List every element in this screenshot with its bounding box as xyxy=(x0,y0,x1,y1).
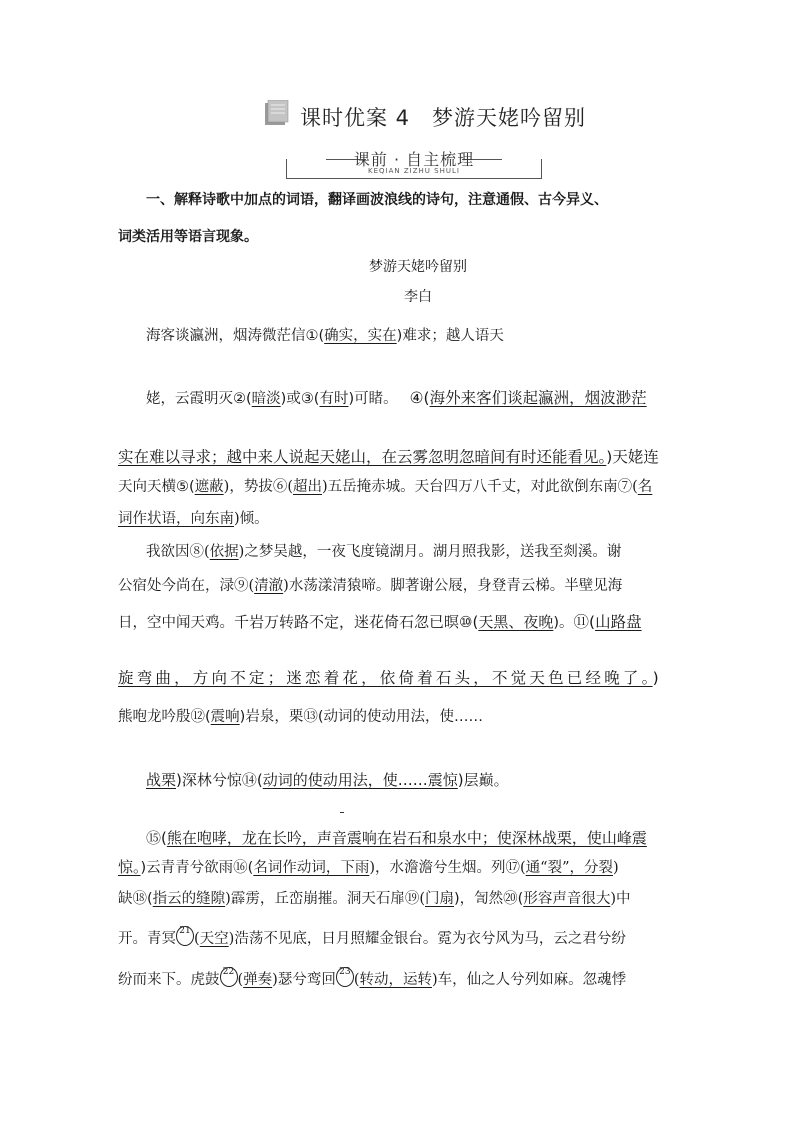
text: 开。青冥 xyxy=(118,931,176,947)
text-line xyxy=(118,966,684,995)
text-line xyxy=(146,322,712,351)
text: ⑪( xyxy=(573,613,596,631)
text: 天向天横⑤( xyxy=(118,479,195,495)
annotation: 门扇 xyxy=(425,891,454,907)
text: )之梦吴越，一夜飞度镜湖月。湖月照我影，送我至剡溪。谢 xyxy=(238,544,622,560)
divider xyxy=(286,178,542,179)
annotation: 名 xyxy=(637,479,653,495)
text-line xyxy=(146,384,712,414)
annotation: 词作状语，向东南 xyxy=(118,511,234,527)
annotation: 天空 xyxy=(199,931,229,947)
text-line xyxy=(118,925,684,954)
section-label: 课前 · 自主梳理 xyxy=(353,150,475,169)
annotation: 天黑、夜晚 xyxy=(478,613,554,631)
text-line xyxy=(118,572,684,601)
annotation: 名词作动词，下雨 xyxy=(253,860,370,876)
annotation: 弹奏 xyxy=(243,972,273,988)
text: )，訇然⑳( xyxy=(454,891,524,907)
annotation: 转动，运转 xyxy=(359,972,433,988)
text: )车，仙之人兮列如麻。忽魂悸 xyxy=(432,972,627,988)
text-line xyxy=(118,473,684,502)
page-header xyxy=(262,96,592,136)
annotation: 战栗 xyxy=(146,771,177,789)
note-number: 21 xyxy=(176,926,194,946)
poem-title: 梦游天姥吟留别 xyxy=(369,259,467,275)
text: )深林兮惊⑭( xyxy=(176,771,263,789)
text: 姥，云霞明灭②( xyxy=(146,391,252,407)
text: ) xyxy=(613,860,619,876)
text-line xyxy=(118,505,684,534)
text-line xyxy=(118,853,684,883)
text-line xyxy=(118,443,684,473)
text: )倾。 xyxy=(234,511,269,527)
text: )，水澹澹兮生烟。列⑰( xyxy=(369,860,526,876)
text: )五岳掩赤城。天台四万八千丈，对此欲倒东南⑦( xyxy=(321,479,638,495)
note-number: 23 xyxy=(336,967,354,987)
text: ) xyxy=(652,669,659,687)
annotation: 通“裂”，分裂 xyxy=(525,860,613,876)
annotation: 指云的缝隙 xyxy=(152,891,226,907)
translation: 惊。 xyxy=(118,858,141,876)
text: 我欲因⑧( xyxy=(146,544,210,560)
text: 海客谈瀛洲，烟涛微茫信①( xyxy=(146,328,325,344)
text-line xyxy=(118,664,684,693)
translation: 旋弯曲，方向不定；迷恋着花，依倚着石头，不觉天色已经晚了。 xyxy=(118,669,653,687)
page-title: 课时优案 4 梦游天姥吟留别 xyxy=(300,106,587,130)
divider xyxy=(340,812,344,813)
text: ⑮( xyxy=(146,829,167,847)
text-line xyxy=(118,703,684,732)
annotation: 超出 xyxy=(292,479,322,495)
annotation: 清澈 xyxy=(254,578,284,594)
annotation: 暗淡 xyxy=(251,391,281,407)
text: )层巅。 xyxy=(457,771,509,789)
text: ( xyxy=(194,931,200,947)
text: ( xyxy=(353,972,360,988)
text: 缺⑱( xyxy=(118,891,153,907)
text: )霹雳，丘峦崩摧。洞天石扉⑲( xyxy=(225,891,425,907)
text: )浩荡不见底，日月照耀金银台。霓为衣兮风为马，云之君兮纷 xyxy=(228,931,626,947)
text: )水荡漾清猿啼。脚著谢公屐，身登青云梯。半壁见海 xyxy=(283,578,623,594)
text: 公宿处今尚在，渌⑨( xyxy=(118,578,255,594)
poem-author: 李白 xyxy=(404,289,432,305)
text-line xyxy=(146,824,712,853)
annotation: 有时 xyxy=(319,391,349,407)
text-line xyxy=(146,538,712,567)
text-line xyxy=(146,766,712,795)
divider xyxy=(286,159,287,179)
text: )天姥连 xyxy=(606,448,659,466)
instruction-line: 词类活用等语言现象。 xyxy=(118,229,258,245)
text: ( xyxy=(237,972,244,988)
annotation: 形容声音很大 xyxy=(523,891,611,907)
book-icon xyxy=(264,100,290,128)
text-line xyxy=(118,608,684,638)
text: )可睹。 xyxy=(348,391,398,407)
text: )难求；越人语天 xyxy=(396,328,504,344)
section-heading xyxy=(286,149,542,181)
translation: 熊在咆哮，龙在长吟，声音震响在岩石和泉水中；使深林战栗，使山峰震 xyxy=(166,829,647,847)
text: 熊咆龙吟殷⑫( xyxy=(118,709,211,725)
text: )，势拔⑥( xyxy=(223,479,293,495)
annotation: 动词的使动用法，使……震惊 xyxy=(262,771,458,789)
annotation: 依据 xyxy=(209,544,239,560)
text: )云青青兮欲雨⑯( xyxy=(140,860,254,876)
divider xyxy=(541,159,542,179)
annotation: 震响 xyxy=(210,709,240,725)
text: 纷而来下。虎鼓 xyxy=(118,972,220,988)
section-sublabel: KEQIAN ZIZHU SHULI xyxy=(368,167,460,175)
text: ④( xyxy=(409,389,430,407)
text: )岩泉，栗⑬(动词的使动用法，使…… xyxy=(239,709,483,725)
note-number: 22 xyxy=(220,967,238,987)
instruction-line: 一、解释诗歌中加点的词语，翻译画波浪线的诗句，注意通假、古今异义、 xyxy=(146,192,608,208)
annotation: 遮蔽 xyxy=(194,479,224,495)
translation: 山路盘 xyxy=(595,613,642,631)
translation: 实在难以寻求；越中来人说起天姥山，在云雾忽明忽暗间有时还能看见。 xyxy=(118,448,607,466)
text: 千岩万转路不定，迷花倚石忽已暝⑩( xyxy=(234,613,479,631)
annotation: 确实，实在 xyxy=(324,328,397,344)
text: )瑟兮鸾回 xyxy=(272,972,336,988)
translation: 海外来客们谈起瀛洲，烟波渺茫 xyxy=(429,389,647,407)
text-line xyxy=(118,885,684,914)
text: 日，空中闻天鸡。 xyxy=(118,615,234,631)
text: )。 xyxy=(553,615,574,631)
text: )或③( xyxy=(280,391,320,407)
text: )中 xyxy=(610,891,631,907)
